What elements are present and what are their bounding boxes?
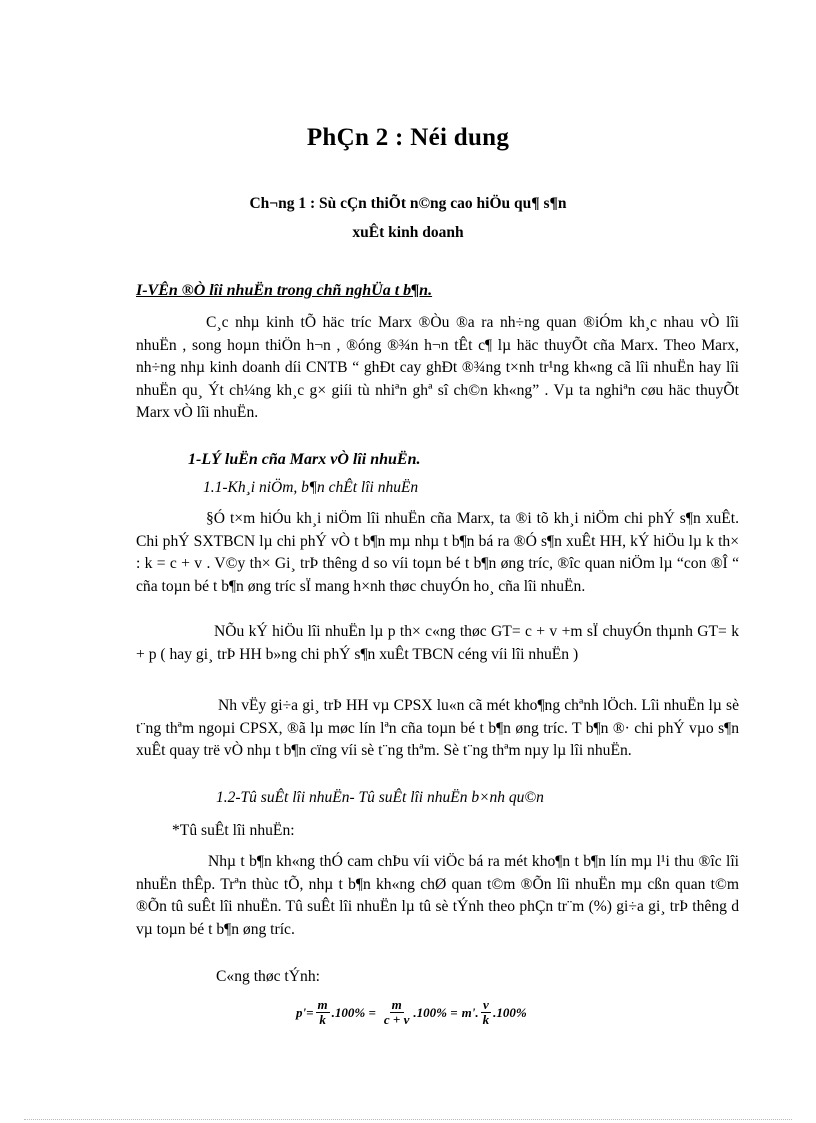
- subsection-heading: 1-LÝ luËn cña Marx vÒ lîi nhuËn.: [188, 451, 421, 468]
- formula-term: .100% =: [413, 1004, 458, 1020]
- formula-term: m'.: [461, 1004, 479, 1020]
- paragraph-intro: C¸c nhµ kinh tÕ häc tríc Marx ®Òu ®a ra nh÷ng quan ®iÓm kh¸c nhau vÒ lîi nhuËn , song hoµn thiÖn h¬n , ®óng ®¾n h¬n tÊt c¶ lµ häc thuyÕt cña Marx. Theo Marx, nh÷ng nhµ kinh doanh díi CNTB “ ghÐt cay ghÐt ®¾ng t×nh tr¹ng kh«ng cã lîi nhuËn hay lîi nhuËn qu¸ Ýt ch¼ng kh¸c g× giíi tù nhiªn ghª sî ch©n kh«ng” . Vµ ta nghiªn cøu häc thuyÕt Marx vÒ lîi nhuËn.: [136, 314, 739, 422]
- formula-term: .100% =: [331, 1004, 376, 1020]
- paragraph-formula-gt: NÕu kÝ hiÖu lîi nhuËn lµ p th× c«ng thøc GT= c + v +m sÏ chuyÓn thµnh GT= k + p ( hay gi¸ trÞ HH b»ng chi phÝ s¶n xuÊt TBCN céng víi lîi nhuËn ): [136, 623, 739, 663]
- formula-lhs: p'=: [296, 1004, 314, 1020]
- part-title: PhÇn 2 : Néi dung: [306, 124, 510, 151]
- fraction-denominator: c + v: [383, 1012, 410, 1027]
- subsubsection-heading-1-1: 1.1-Kh¸i niÖm, b¶n chÊt lîi nhuËn: [203, 479, 419, 496]
- section-heading: I-VÊn ®Ò lîi nhuËn trong chñ nghÜa t b¶n.: [136, 282, 433, 299]
- profit-rate-formula: [296, 998, 527, 1027]
- paragraph-rate: Nhµ t b¶n kh«ng thÓ cam chÞu víi viÖc bá ra mét kho¶n t b¶n lín mµ l¹i thu ®îc lîi nhuËn thÊp. Trªn thùc tÕ, nhµ t b¶n kh«ng chØ quan t©m ®Õn lîi nhuËn mµ cßn quan t©m ®Õn tû suÊt lîi nhuËn. Tû suÊt lîi nhuËn lµ tû sè tÝnh theo phÇn tr¨m (%) gi÷a gi¸ trÞ thêng d vµ toµn bé t b¶n øng tríc.: [136, 853, 739, 938]
- fraction-numerator: v: [482, 997, 489, 1012]
- formula-label: C«ng thøc tÝnh:: [216, 968, 320, 985]
- rate-label: *Tû suÊt lîi nhuËn:: [172, 822, 295, 839]
- subsubsection-heading-1-2: 1.2-Tû suÊt lîi nhuËn- Tû suÊt lîi nhuËn b×nh qu©n: [216, 789, 544, 806]
- paragraph-concept: §Ó t×m hiÓu kh¸i niÖm lîi nhuËn cña Marx, ta ®i tõ kh¸i niÖm chi phÝ s¶n xuÊt. Chi phÝ SXTBCN lµ chi phÝ vÒ t b¶n mµ nhµ t b¶n bá ra ®Ó s¶n xuÊt HH, kÝ hiÖu lµ k th× : k = c + v . V©y th× Gi¸ trÞ thêng d so víi toµn bé t b¶n øng tríc, ®îc quan niÖm lµ “con ®Î “ cña toµn bé t b¶n øng tríc sÏ mang h×nh thøc chuyÓn ho¸ cña lîi nhuËn.: [136, 510, 739, 595]
- formula-term: .100%: [493, 1004, 527, 1020]
- paragraph-profit: Nh vËy gi÷a gi¸ trÞ HH vµ CPSX lu«n cã mét kho¶ng chªnh lÖch. Lîi nhuËn lµ sè t¨ng thªm ngoµi CPSX, ®ã lµ møc lín lªn cña toµn bé t b¶n øng tríc. T b¶n ®· chi phÝ vµo s¶n xuÊt quay trë vÒ nhµ t b¶n cïng víi sè t¨ng thªm. Sè t¨ng thªm nµy lµ lîi nhuËn.: [136, 697, 739, 760]
- page-bottom-divider: [24, 1119, 792, 1120]
- fraction-denominator: k: [319, 1012, 326, 1027]
- fraction-numerator: m: [317, 997, 328, 1012]
- fraction-m-over-k: [316, 998, 330, 1027]
- fraction-denominator: k: [482, 1012, 490, 1027]
- fraction-v-over-k: [481, 998, 492, 1027]
- chapter-title-line-1: Ch¬ng 1 : Sù cÇn thiÕt n©ng cao hiÖu qu¶ s¶n: [249, 195, 567, 212]
- fraction-m-over-cv: [382, 998, 411, 1027]
- chapter-title-line-2: xuÊt kinh doanh: [352, 224, 464, 241]
- fraction-numerator: m: [391, 997, 402, 1012]
